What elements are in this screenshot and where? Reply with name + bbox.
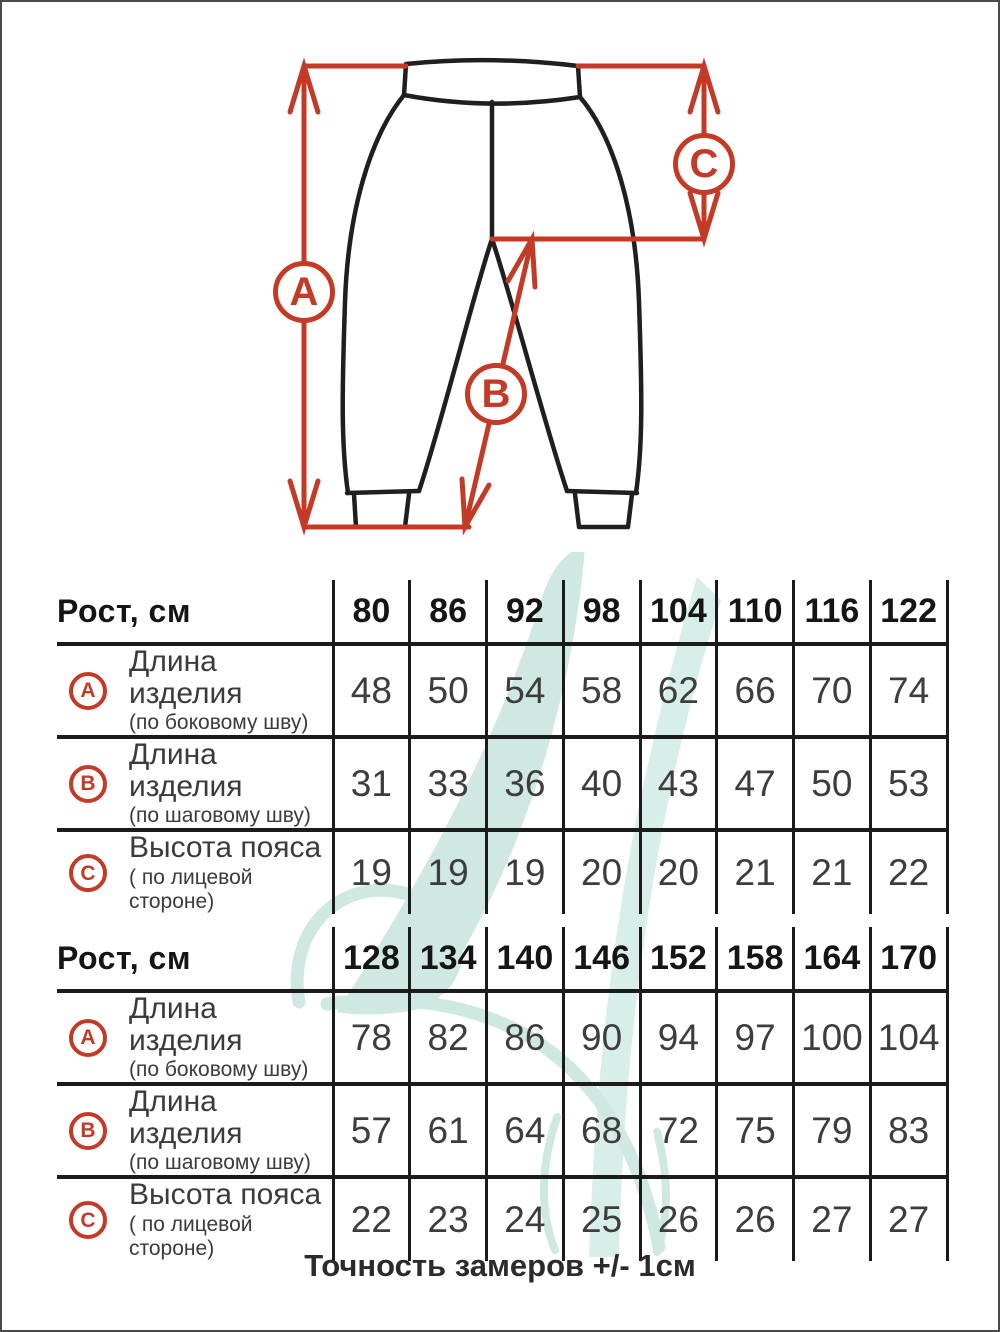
measure-row-title: Длина изделия (129, 992, 243, 1057)
measure-row-c (57, 830, 947, 914)
size-header-cell: 98 (563, 580, 640, 644)
waistband (404, 60, 580, 103)
measure-row-subtitle: ( по лицевой стороне) (129, 1212, 253, 1260)
value-cell: 48 (333, 644, 410, 737)
value-cell: 75 (717, 1084, 794, 1177)
size-header-cell: 122 (870, 580, 947, 644)
measure-a-badge: A (273, 261, 335, 323)
value-cell: 36 (487, 737, 564, 830)
value-cell: 74 (870, 644, 947, 737)
value-cell: 66 (717, 644, 794, 737)
measure-b-badge: B (465, 363, 527, 425)
height-header-label: Рост, см (57, 580, 333, 644)
size-header-cell: 86 (410, 580, 487, 644)
measure-c-badge: C (673, 133, 735, 195)
value-cell: 100 (794, 991, 871, 1084)
size-table-2 (57, 927, 949, 1261)
value-cell: 58 (563, 644, 640, 737)
value-cell: 68 (563, 1084, 640, 1177)
measure-row-title: Длина изделия (129, 1085, 243, 1150)
pants-outline (343, 60, 642, 527)
value-cell: 25 (563, 1177, 640, 1261)
size-header-cell: 170 (870, 927, 947, 991)
value-cell: 70 (794, 644, 871, 737)
value-cell: 27 (870, 1177, 947, 1261)
left-outer-leg (343, 95, 404, 493)
measure-row-label-cell (57, 644, 333, 737)
value-cell: 50 (410, 644, 487, 737)
size-header-cell: 164 (794, 927, 871, 991)
value-cell: 97 (717, 991, 794, 1084)
value-cell: 21 (794, 830, 871, 914)
measure-row-label-cell (57, 830, 333, 914)
value-cell: 26 (717, 1177, 794, 1261)
size-header-cell: 134 (410, 927, 487, 991)
size-table-1 (57, 580, 949, 914)
value-cell: 20 (563, 830, 640, 914)
size-header-cell: 80 (333, 580, 410, 644)
measure-row-b (57, 737, 947, 830)
value-cell: 61 (410, 1084, 487, 1177)
value-cell: 22 (870, 830, 947, 914)
measure-row-subtitle: (по боковому шву) (129, 1058, 309, 1081)
measure-row-a (57, 991, 947, 1084)
measure-row-title: Высота пояса (129, 1178, 322, 1212)
value-cell: 27 (794, 1177, 871, 1261)
size-header-cell: 146 (563, 927, 640, 991)
measure-row-label-cell (57, 737, 333, 830)
value-cell: 19 (487, 830, 564, 914)
size-header-cell: 104 (640, 580, 717, 644)
value-cell: 47 (717, 737, 794, 830)
value-cell: 79 (794, 1084, 871, 1177)
value-cell: 43 (640, 737, 717, 830)
measure-row-a (57, 644, 947, 737)
measure-row-subtitle: (по шаговому шву) (129, 1151, 311, 1175)
value-cell: 23 (410, 1177, 487, 1261)
measure-c-table-badge: C (69, 1201, 107, 1239)
height-header-row (57, 927, 947, 991)
value-cell: 94 (640, 991, 717, 1084)
right-ankle-line (567, 491, 637, 493)
measure-a-table-badge: A (69, 1019, 107, 1057)
measure-row-title: Высота пояса (129, 831, 322, 865)
value-cell: 83 (870, 1084, 947, 1177)
size-header-cell: 128 (333, 927, 410, 991)
value-cell: 90 (563, 991, 640, 1084)
value-cell: 26 (640, 1177, 717, 1261)
value-cell: 33 (410, 737, 487, 830)
value-cell: 53 (870, 737, 947, 830)
measure-row-subtitle: (по боковому шву) (129, 711, 309, 734)
value-cell: 64 (487, 1084, 564, 1177)
size-header-cell: 92 (487, 580, 564, 644)
height-header-row (57, 580, 947, 644)
size-header-cell: 152 (640, 927, 717, 991)
value-cell: 72 (640, 1084, 717, 1177)
pants-measurement-diagram (2, 2, 1000, 562)
value-cell: 24 (487, 1177, 564, 1261)
value-cell: 19 (333, 830, 410, 914)
value-cell: 31 (333, 737, 410, 830)
measure-row-subtitle: ( по лицевой стороне) (129, 865, 253, 913)
value-cell: 20 (640, 830, 717, 914)
measure-row-title: Длина изделия (129, 738, 243, 803)
value-cell: 86 (487, 991, 564, 1084)
measure-row-label-cell (57, 1084, 333, 1177)
value-cell: 21 (717, 830, 794, 914)
measure-b-table-badge: B (69, 765, 107, 803)
size-header-cell: 116 (794, 580, 871, 644)
value-cell: 78 (333, 991, 410, 1084)
size-header-cell: 158 (717, 927, 794, 991)
value-cell: 62 (640, 644, 717, 737)
left-cuff (354, 494, 409, 527)
height-header-label: Рост, см (57, 927, 333, 991)
measure-row-title: Длина изделия (129, 645, 243, 710)
value-cell: 57 (333, 1084, 410, 1177)
right-outer-leg (580, 97, 641, 493)
accuracy-note: Точность замеров +/- 1см (304, 1248, 696, 1283)
measurement-arrows (290, 66, 718, 527)
value-cell: 22 (333, 1177, 410, 1261)
size-header-cell: 140 (487, 927, 564, 991)
value-cell: 40 (563, 737, 640, 830)
measure-row-subtitle: (по шаговому шву) (129, 804, 311, 828)
size-header-cell: 110 (717, 580, 794, 644)
measure-c-table-badge: C (69, 854, 107, 892)
measure-b-table-badge: B (69, 1112, 107, 1150)
right-cuff (575, 494, 632, 527)
value-cell: 54 (487, 644, 564, 737)
value-cell: 104 (870, 991, 947, 1084)
value-cell: 19 (410, 830, 487, 914)
measure-row-label-cell (57, 991, 333, 1084)
measure-a-table-badge: A (69, 672, 107, 710)
value-cell: 50 (794, 737, 871, 830)
measure-row-b (57, 1084, 947, 1177)
value-cell: 82 (410, 991, 487, 1084)
